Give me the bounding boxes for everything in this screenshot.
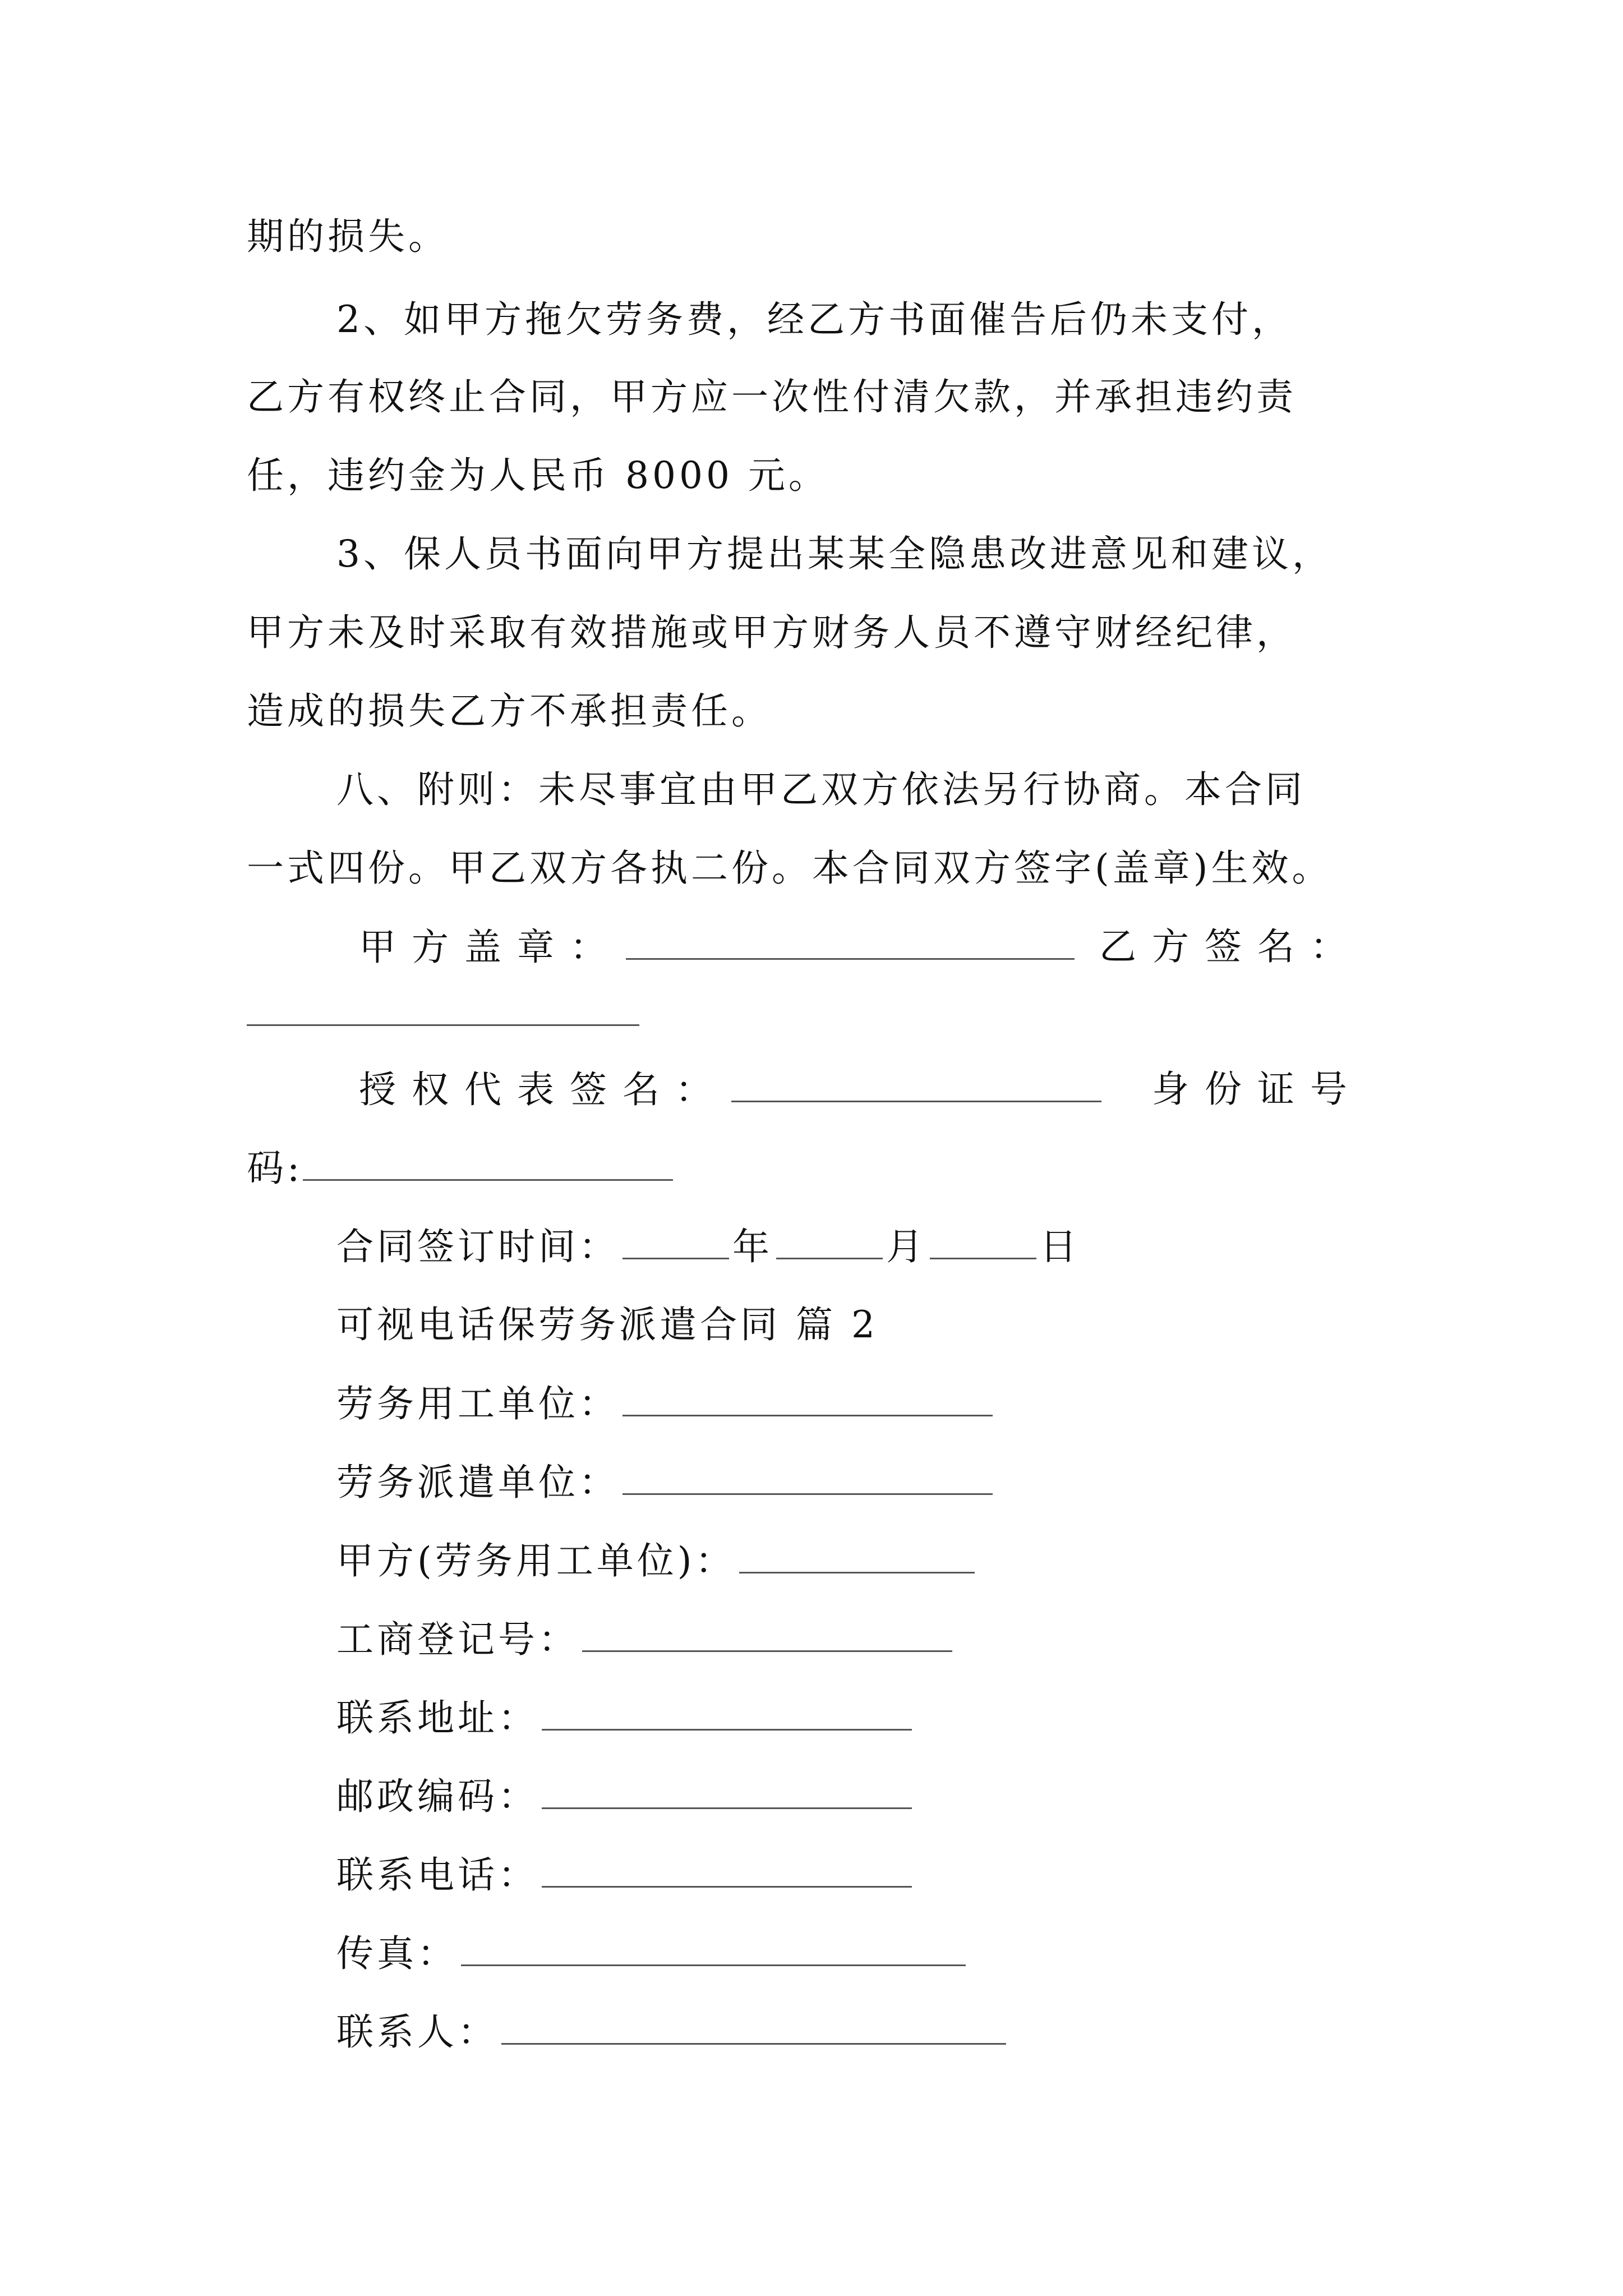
paragraph-line: 2、如甲方拖欠劳务费，经乙方书面催告后仍未支付， <box>336 298 1292 341</box>
day-blank[interactable] <box>930 1218 1036 1259</box>
paragraph-line: 任，违约金为人民币 8000 元。 <box>247 454 829 497</box>
year-blank[interactable] <box>623 1218 729 1259</box>
field-blank[interactable] <box>461 1925 966 1966</box>
field-label: 甲方(劳务用工单位)： <box>336 1539 736 1582</box>
party-a-seal-group <box>359 919 1078 975</box>
signature-row <box>359 919 1363 975</box>
section-title: 可视电话保劳务派遣合同 篇 2 <box>336 1303 878 1346</box>
rep-sign-label: 授权代表签名： <box>359 1068 728 1111</box>
paragraph-line: 乙方有权终止合同，甲方应一次性付清欠款，并承担违约责 <box>247 375 1297 418</box>
field-row <box>336 1847 1475 1903</box>
paragraph-line: 甲方未及时采取有效措施或甲方财务人员不遵守财经纪律， <box>247 611 1297 654</box>
field-blank[interactable] <box>582 1611 952 1652</box>
id-number-row <box>247 1140 1385 1196</box>
field-row <box>336 1375 1475 1432</box>
month-label: 月 <box>886 1225 926 1268</box>
party-b-sign-label: 乙方签名： <box>1099 925 1363 968</box>
rep-sign-blank[interactable] <box>731 1061 1101 1102</box>
id-number-label: 身份证号 <box>1152 1068 1363 1111</box>
party-a-seal-label: 甲方盖章： <box>359 926 623 969</box>
paragraph-line: 一式四份。甲乙双方各执二份。本合同双方签字(盖章)生效。 <box>247 846 1332 890</box>
field-blank[interactable] <box>542 1768 912 1809</box>
paragraph-line: 期的损失。 <box>247 215 449 258</box>
field-label: 联系人： <box>336 2010 498 2054</box>
field-blank[interactable] <box>501 2004 1006 2045</box>
field-row <box>336 2004 1475 2060</box>
month-blank[interactable] <box>776 1218 883 1259</box>
field-label: 传真： <box>336 1932 458 1975</box>
field-label: 劳务派遣单位： <box>336 1461 619 1504</box>
field-row <box>336 1611 1475 1667</box>
field-blank[interactable] <box>542 1690 912 1731</box>
party-b-sign-blank[interactable] <box>247 1024 639 1026</box>
field-label: 工商登记号： <box>336 1618 579 1661</box>
rep-sign-group <box>359 1061 1105 1117</box>
id-number-label-cont: 码: <box>247 1147 303 1190</box>
id-number-blank[interactable] <box>303 1140 673 1181</box>
field-row <box>336 1533 1475 1589</box>
paragraph-line: 造成的损失乙方不承担责任。 <box>247 689 772 733</box>
field-row <box>336 1768 1475 1824</box>
field-blank[interactable] <box>542 1847 912 1888</box>
paragraph-line: 3、保人员书面向甲方提出某某全隐患改进意见和建议， <box>336 532 1332 576</box>
field-blank[interactable] <box>623 1375 993 1416</box>
field-blank[interactable] <box>739 1533 975 1573</box>
field-blank[interactable] <box>623 1454 993 1495</box>
day-label: 日 <box>1040 1225 1080 1268</box>
party-a-seal-blank[interactable] <box>626 919 1075 960</box>
sign-date-row <box>336 1218 1475 1274</box>
year-label: 年 <box>732 1225 773 1268</box>
sign-date-label: 合同签订时间： <box>336 1225 619 1268</box>
paragraph-line: 八、附则：未尽事宜由甲乙双方依法另行协商。本合同 <box>336 768 1306 811</box>
field-label: 邮政编码： <box>336 1775 538 1818</box>
field-row <box>336 1925 1475 1981</box>
field-label: 劳务用工单位： <box>336 1382 619 1425</box>
field-label: 联系地址： <box>336 1696 538 1740</box>
rep-sign-row <box>359 1061 1363 1117</box>
field-label: 联系电话： <box>336 1853 538 1897</box>
field-row <box>336 1454 1475 1510</box>
field-row <box>336 1690 1475 1746</box>
